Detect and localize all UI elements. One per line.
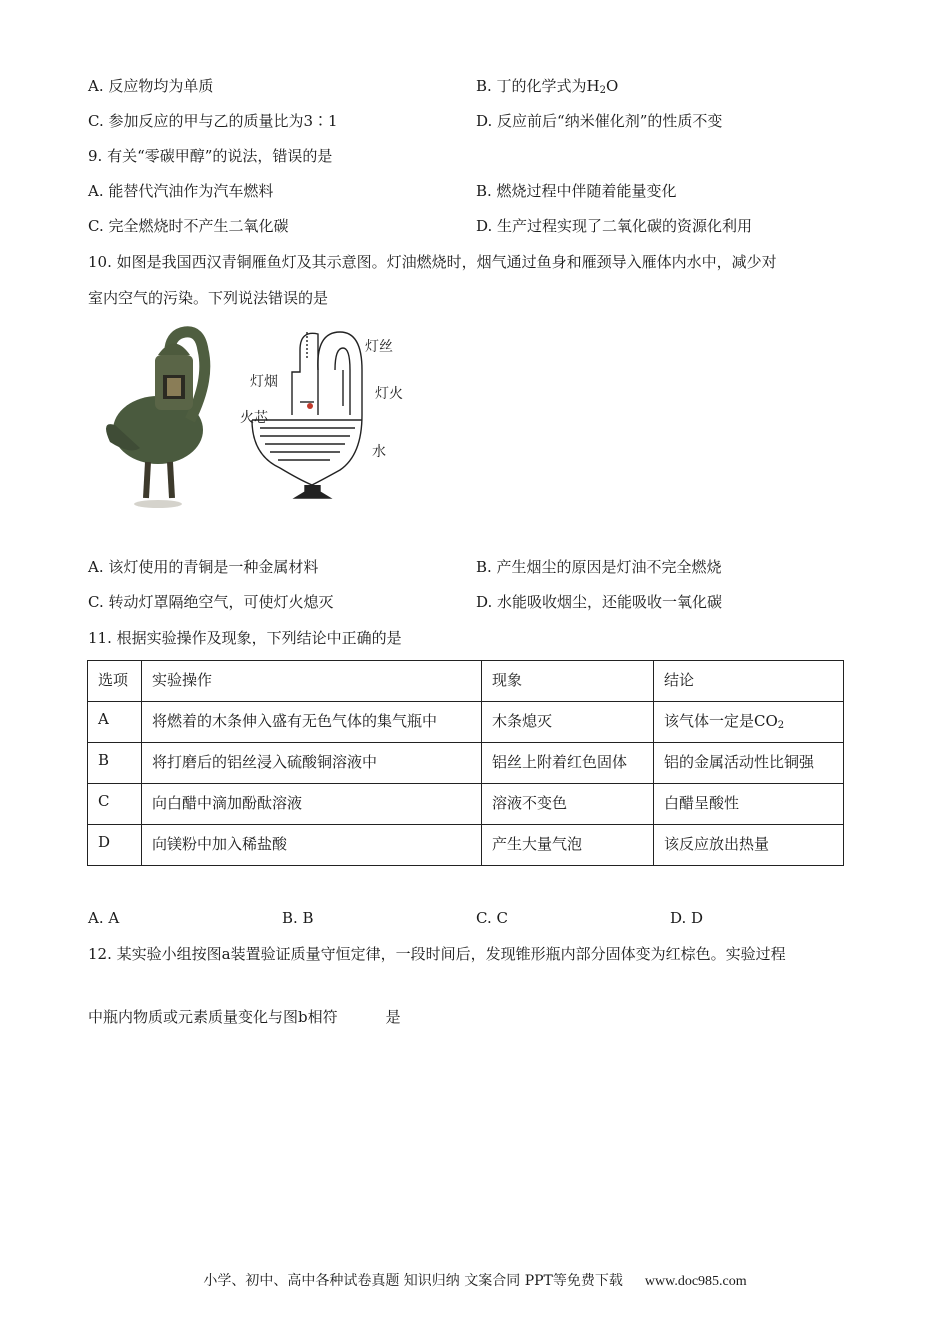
label-core: 火芯 [240,410,268,426]
q10-option-c: C. 转动灯罩隔绝空气，可使灯火熄灭 [88,593,334,611]
q8-option-a: A. 反应物均为单质 [88,77,214,95]
cell-phenomenon: 溶液不变色 [482,784,654,825]
cell-conclusion: 该反应放出热量 [654,825,844,866]
cell-operation: 向白醋中滴加酚酞溶液 [142,784,482,825]
q10-stem-line2: 室内空气的污染。下列说法错误的是 [88,289,329,307]
q10-option-a: A. 该灯使用的青铜是一种金属材料 [88,558,319,576]
q11-option-a: A. A [88,909,120,927]
table-row [88,743,844,784]
q12-stem-line2: 中瓶内物质或元素质量变化与图b相符 是 [88,1008,401,1026]
header-operation: 实验操作 [142,661,482,702]
q9-option-c: C. 完全燃烧时不产生二氧化碳 [88,217,289,235]
cell-option: C [88,784,142,825]
cell-phenomenon: 铝丝上附着红色固体 [482,743,654,784]
cell-option: A [88,702,142,743]
label-wick-thread: 灯丝 [365,339,393,355]
cell-conclusion: 白醋呈酸性 [654,784,844,825]
q11-table [87,660,844,866]
cell-phenomenon: 木条熄灭 [482,702,654,743]
footer-url[interactable]: www.doc985.com [644,1274,747,1289]
table-row [88,702,844,743]
q11-option-b: B. B [282,909,314,927]
q11-option-c: C. C [476,909,508,927]
q9-option-d: D. 生产过程实现了二氧化碳的资源化利用 [476,217,753,235]
cell-conclusion: 该气体一定是$CO_2$ [654,702,844,743]
cell-conclusion: 铝的金属活动性比铜强 [654,743,844,784]
table-header-row [88,661,844,702]
label-water: 水 [372,444,386,460]
q9-stem: 9. 有关“零碳甲醇”的说法，错误的是 [88,147,333,165]
q9-option-b: B. 燃烧过程中伴随着能量变化 [476,182,677,200]
cell-operation: 将打磨后的铝丝浸入硫酸铜溶液中 [142,743,482,784]
q10-figure [100,320,420,524]
header-phenomenon: 现象 [482,661,654,702]
table-row [88,784,844,825]
q8-option-b: B. 丁的化学式为$H_2O$ [476,77,619,96]
bronze-lamp-photo [106,332,205,508]
q11-stem: 11. 根据实验操作及现象，下列结论中正确的是 [88,629,402,647]
q11-option-d: D. D [670,909,704,927]
q10-option-d: D. 水能吸收烟尘，还能吸收一氧化碳 [476,593,723,611]
cell-phenomenon: 产生大量气泡 [482,825,654,866]
cell-option: D [88,825,142,866]
page-footer [0,1270,950,1290]
header-conclusion: 结论 [654,661,844,702]
header-option: 选项 [88,661,142,702]
footer-text: 小学、初中、高中各种试卷真题 知识归纳 文案合同 PPT等免费下载 [203,1273,623,1289]
cell-option: B [88,743,142,784]
q10-option-b: B. 产生烟尘的原因是灯油不完全燃烧 [476,558,722,576]
q8-option-c: C. 参加反应的甲与乙的质量比为3∶1 [88,112,338,130]
q9-option-a: A. 能替代汽油作为汽车燃料 [88,182,274,200]
label-flame: 灯火 [375,386,403,402]
cell-operation: 向镁粉中加入稀盐酸 [142,825,482,866]
q8-option-d: D. 反应前后“纳米催化剂”的性质不变 [476,112,723,130]
label-smoke: 灯烟 [250,374,278,390]
q10-stem-line1: 10. 如图是我国西汉青铜雁鱼灯及其示意图。灯油燃烧时，烟气通过鱼身和雁颈导入雁体内水中，减少对 [88,253,777,271]
lamp-schematic [252,332,362,498]
q12-stem-line1: 12. 某实验小组按图a装置验证质量守恒定律，一段时间后，发现锥形瓶内部分固体变为红棕色。实验过程 [88,945,786,963]
goose-lamp-figure [100,320,420,520]
cell-operation: 将燃着的木条伸入盛有无色气体的集气瓶中 [142,702,482,743]
table-row [88,825,844,866]
